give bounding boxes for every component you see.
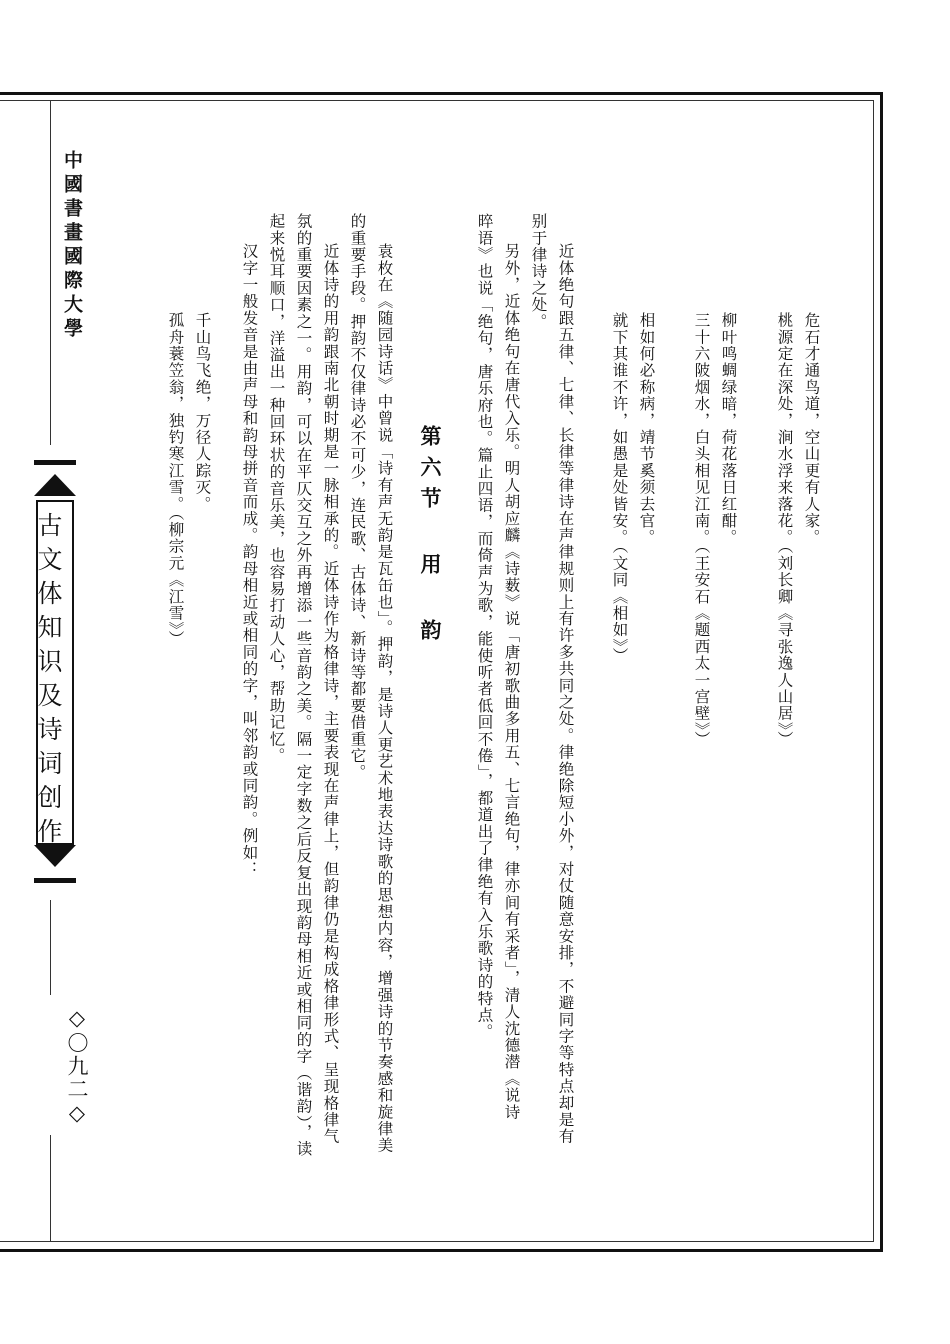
paragraph-line: 近体绝句跟五律、七律、长律等律诗在声律规则上有许多共同之处。律绝除短小外，对仗随意安排，不避同字等特点却是有 [556, 243, 575, 1145]
paragraph-line: 氛的重要因素之一。用韵，可以在平仄交互之外再增添一些音韵之美。隔一定字数之后反复出现韵母相近或相同的字（谐韵），读 [294, 213, 313, 1158]
publisher-name: 中國書畫國際大學 [61, 150, 83, 342]
paragraph-line: 袁枚在《随园诗话》中曾说「诗有声无韵是瓦缶也」。押韵，是诗人更艺术地表达诗歌的思想内容，增强诗的节奏感和旋律美 [375, 243, 394, 1154]
poem-line: 就下其谁不许，如愚是处皆安。（文同《相如》） [610, 312, 629, 664]
paragraph-line: 的重要手段。押韵不仅律诗必不可少，连民歌、古体诗、新诗等都要借重它。 [348, 213, 367, 781]
poem-line: 危石才通鸟道，空山更有人家。 [802, 312, 821, 546]
paragraph-line: 起来悦耳顺口，洋溢出一种回环状的音乐美，也容易打动人心，帮助记忆。 [267, 213, 286, 765]
paragraph-line: 别于律诗之处。 [529, 213, 548, 330]
poem-line: 柳叶鸣蜩绿暗，荷花落日红酣。 [719, 312, 738, 546]
poem-line: 三十六陂烟水，白头相见江南。（王安石《题西太一宫壁》） [692, 312, 711, 748]
paragraph-line: 近体诗的用韵跟南北朝时期是一脉相承的。近体诗作为格律诗，主要表现在声律上，但韵律仍是构成格律形式、呈现格律气 [321, 243, 340, 1145]
banner-bar-bottom [34, 878, 76, 883]
page-frame-inner [0, 100, 874, 1242]
poem-line: 相如何必称病，靖节奚须去官。 [637, 312, 656, 546]
poem-line: 孤舟蓑笠翁，独钓寒江雪。（柳宗元《江雪》） [166, 312, 185, 648]
book-title: 古文体知识及诗词创作 [34, 512, 63, 852]
paragraph-line: 另外，近体绝句在唐代入乐。明人胡应麟《诗薮》说「唐初歌曲多用五、七言绝句，律亦间有采者」，清人沈德潜《说诗 [502, 243, 521, 1121]
banner-chevron-top [34, 474, 76, 496]
section-heading: 第六节 用 韵 [418, 425, 443, 650]
sidebar-rule-bottom [50, 1135, 51, 1242]
sidebar-rule-middle [50, 900, 51, 995]
page-number: ◇〇九二◇ [65, 1006, 89, 1127]
paragraph-line: 晬语》也说「绝句，唐乐府也。篇止四语，而倚声为歌，能使听者低回不倦」，都道出了律绝有入乐歌诗的特点。 [475, 213, 494, 1041]
paragraph-line: 汉字一般发音是由声母和韵母拼音而成。韵母相近或相同的字，叫邻韵或同韵。例如： [240, 243, 259, 878]
poem-line: 桃源定在深处，涧水浮来落花。（刘长卿《寻张逸人山居》） [775, 312, 794, 748]
sidebar-rule-top [50, 100, 51, 445]
banner-bar-top [34, 460, 76, 465]
poem-line: 千山鸟飞绝，万径人踪灭。 [193, 312, 212, 513]
